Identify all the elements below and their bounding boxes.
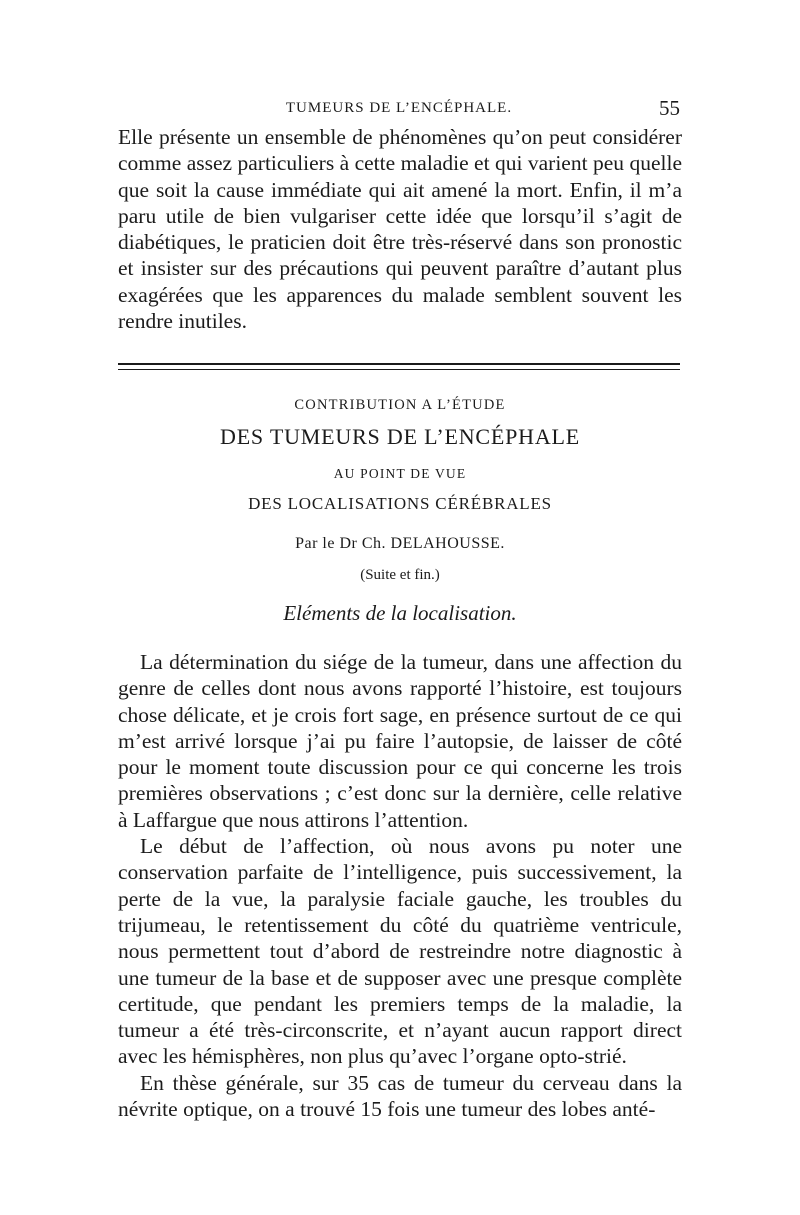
body-paragraph-3: En thèse générale, sur 35 cas de tumeur du cerveau dans la névrite optique, on a trouvé 15 fois une tumeur des lobes anté-: [118, 1070, 682, 1122]
article-body: [118, 649, 682, 1122]
running-head: [118, 96, 680, 122]
article-subtitle-localisations: DES LOCALISATIONS CÉRÉBRALES: [248, 494, 552, 513]
section-divider: [118, 363, 680, 370]
article-title: DES TUMEURS DE L’ENCÉPHALE: [220, 424, 580, 449]
article-contribution-line: CONTRIBUTION A L’ÉTUDE: [294, 397, 506, 413]
running-title: TUMEURS DE L’ENCÉPHALE.: [285, 100, 513, 116]
intro-text-block: [118, 124, 682, 334]
section-title: Eléments de la localisation.: [283, 601, 517, 625]
article-author: Par le Dr Ch. DELAHOUSSE.: [295, 535, 505, 552]
intro-paragraph: Elle présente un ensemble de phénomènes qu’on peut considérer comme assez particuliers à cette maladie et qui varient peu quelle que soit la cause immédiate qui ait amené la mort. Enfin, il m’a paru utile de bien vulgariser cette idée que lorsqu’il s’agit de diabétiques, le praticien doit être très-réservé dans son pronostic et insister sur des précautions qui peuvent paraître d’autant plus exagérées que les apparences du malade semblent souvent les rendre inutiles.: [118, 125, 682, 334]
article-subtitle-point-de-vue: AU POINT DE VUE: [333, 466, 467, 481]
page-number: 55: [659, 96, 680, 120]
divider-thick-rule: [118, 363, 680, 365]
divider-thin-rule: [118, 369, 680, 370]
body-paragraph-2: Le début de l’affection, où nous avons pu noter une conservation parfaite de l’intelligence, puis successivement, la perte de la vue, la paralysie faciale gauche, les troubles du trijumeau, le retentissement du côté du quatrième ventricule, nous permettent tout d’abord de restreindre notre diagnostic à une tumeur de la base et de supposer avec une presque complète certitude, que pendant les premiers temps de la maladie, la tumeur a été très-circonscrite, et n’ayant aucun rapport direct avec les hémisphères, non plus qu’avec l’organe opto-strié.: [118, 834, 682, 1069]
article-continuation-note: (Suite et fin.): [360, 567, 440, 583]
body-paragraph-1: La détermination du siége de la tumeur, dans une affection du genre de celles dont nous avons rapporté l’histoire, est toujours chose délicate, et je crois fort sage, en présence surtout de ce qui m’est arrivé lorsque j’ai pu faire l’autopsie, de laisser de côté pour le moment toute discussion pour ce qui concerne les trois premières observations ; c’est donc sur la dernière, celle relative à Laffargue que nous attirons l’attention.: [118, 650, 682, 832]
